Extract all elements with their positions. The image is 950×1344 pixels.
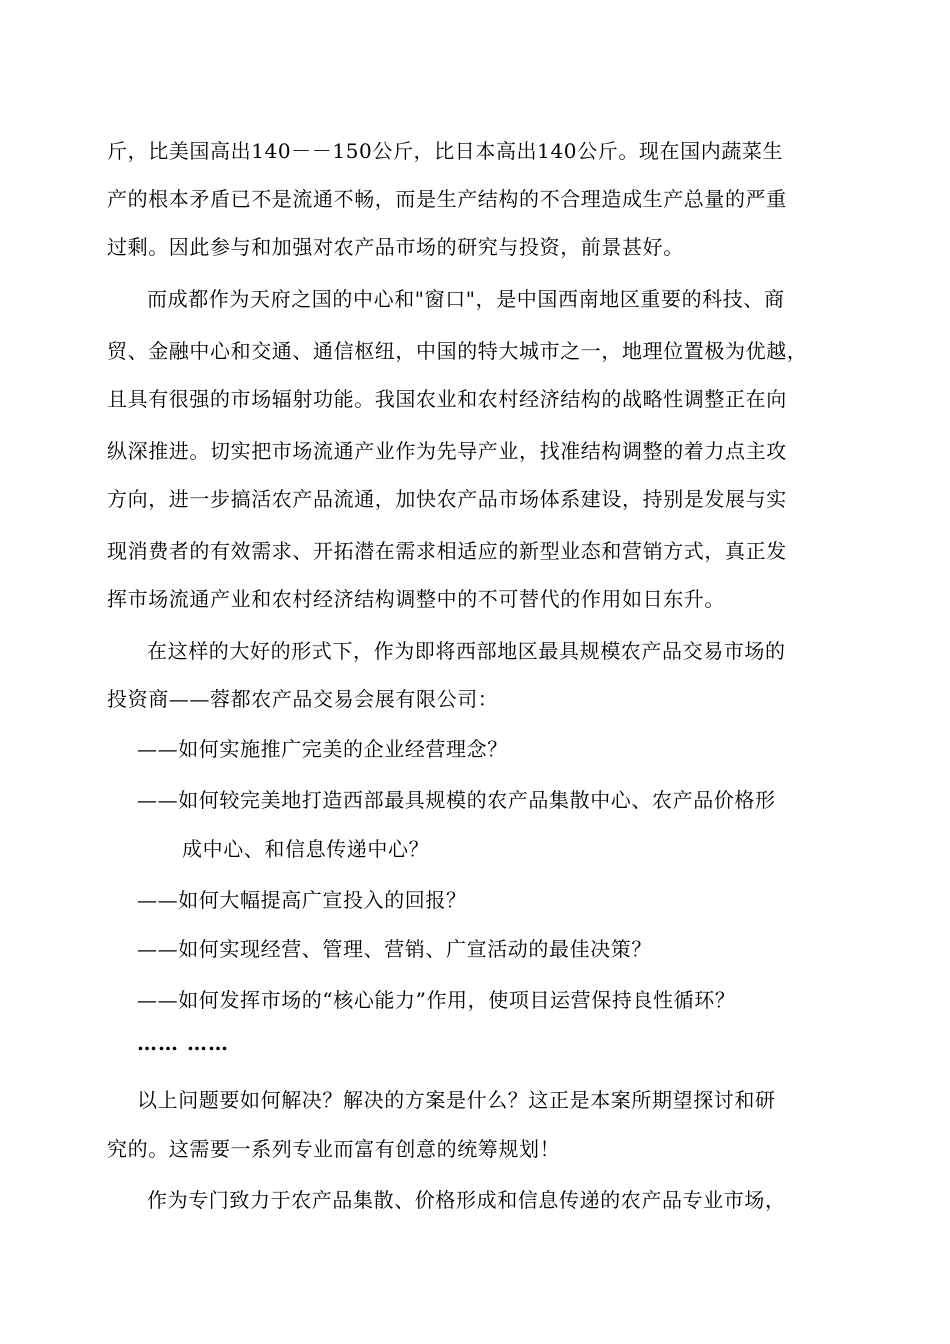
question-item-5: ——如何发挥市场的“核心能力”作用，使项目运营保持良性循环？ xyxy=(137,988,736,1012)
paragraph-5-line-1: 作为专门致力于农产品集散、价格形成和信息传递的农产品专业市场， xyxy=(147,1188,786,1212)
paragraph-2-line-1: 而成都作为天府之国的中心和"窗口"，是中国西南地区重要的科技、商 xyxy=(147,287,785,311)
question-item-1: ——如何实施推广完美的企业经营理念？ xyxy=(137,737,508,761)
question-item-2-continuation: 成中心、和信息传递中心？ xyxy=(182,837,430,861)
question-item-2: ——如何较完美地打造西部最具规模的农产品集散中心、农产品价格形 xyxy=(137,788,776,812)
paragraph-2-line-6: 现消费者的有效需求、开拓潜在需求相适应的新型业态和营销方式，真正发 xyxy=(107,539,787,563)
paragraph-4-line-1: 以上问题要如何解决？解决的方案是什么？这正是本案所期望探讨和研 xyxy=(137,1088,776,1112)
paragraph-1-line-2: 产的根本矛盾已不是流通不畅，而是生产结构的不合理造成生产总量的严重 xyxy=(107,187,787,211)
paragraph-2-line-3: 且具有很强的市场辐射功能。我国农业和农村经济结构的战略性调整正在向 xyxy=(107,387,787,411)
paragraph-2-line-4: 纵深推进。切实把市场流通产业作为先导产业，找准结构调整的着力点主攻 xyxy=(107,439,787,463)
ellipsis: …… …… xyxy=(137,1031,229,1055)
paragraph-2-line-5: 方向，进一步搞活农产品流通，加快农产品市场体系建设，持别是发展与实 xyxy=(107,487,787,511)
paragraph-1-line-1: 斤，比美国高出140－－150公斤，比日本高出140公斤。现在国内蔬菜生 xyxy=(107,139,784,163)
paragraph-2-line-2: 贸、金融中心和交通、通信枢纽，中国的特大城市之一，地理位置极为优越， xyxy=(107,339,808,363)
paragraph-1-line-3: 过剩。因此参与和加强对农产品市场的研究与投资，前景甚好。 xyxy=(107,235,684,259)
paragraph-2-line-7: 挥市场流通产业和农村经济结构调整中的不可替代的作用如日东升。 xyxy=(107,587,725,611)
paragraph-3-line-2: 投资商——蓉都农产品交易会展有限公司： xyxy=(107,687,499,711)
question-item-4: ——如何实现经营、管理、营销、广宣活动的最佳决策？ xyxy=(137,937,652,961)
paragraph-4-line-2: 究的。这需要一系列专业而富有创意的统筹规划！ xyxy=(107,1137,561,1161)
question-item-3: ——如何大幅提高广宣投入的回报？ xyxy=(137,888,467,912)
paragraph-3-line-1: 在这样的大好的形式下，作为即将西部地区最具规模农产品交易市场的 xyxy=(147,639,786,663)
